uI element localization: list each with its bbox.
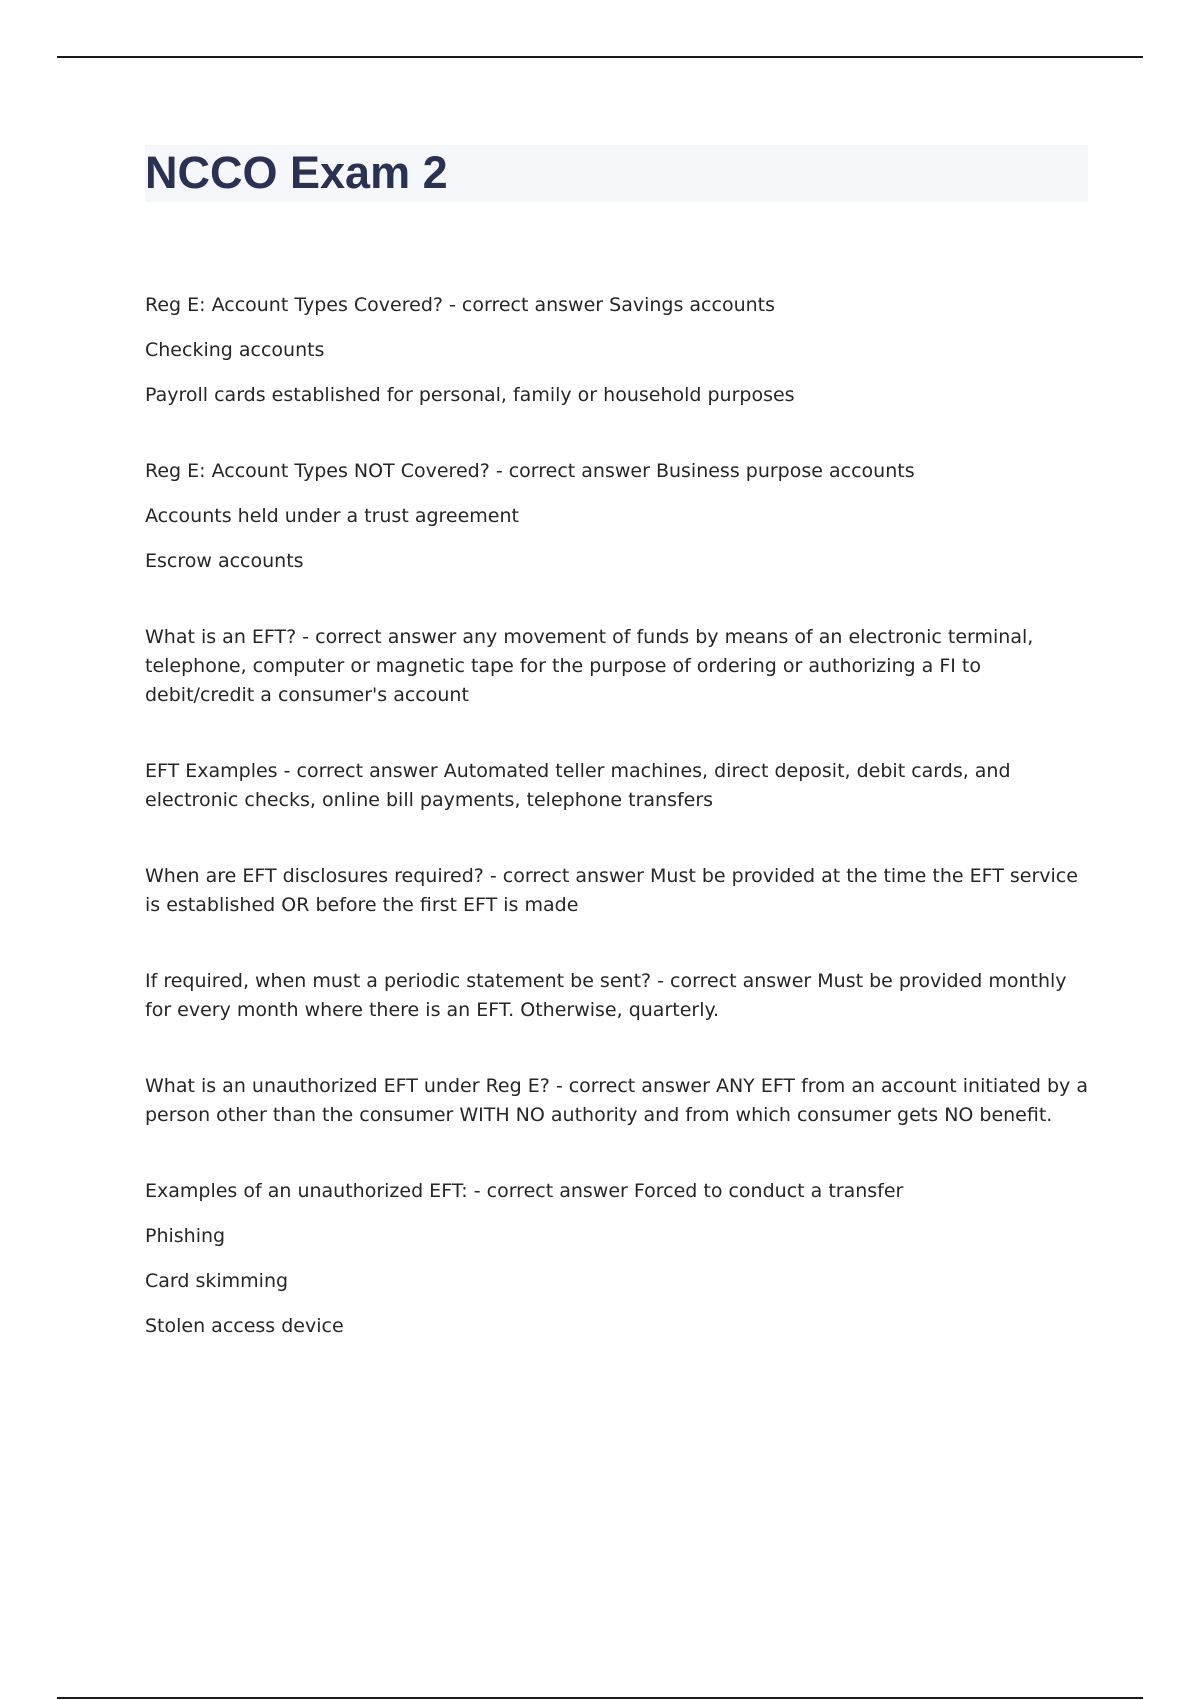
qa-entry-eft-examples: [145, 757, 1090, 815]
qa-line: Escrow accounts: [145, 550, 304, 572]
qa-entry-periodic-statement: [145, 967, 1090, 1025]
document-title: NCCO Exam 2: [145, 147, 448, 198]
qa-entry-account-types-not-covered: [145, 457, 1090, 576]
qa-line: What is an unauthorized EFT under Reg E? - correct answer ANY EFT from an account initiated by a person other than the consumer WITH NO authority and from which consumer gets NO benefit.: [145, 1075, 1088, 1126]
document-body: [145, 291, 1090, 1388]
qa-line: Card skimming: [145, 1270, 289, 1292]
qa-line: Reg E: Account Types NOT Covered? - correct answer Business purpose accounts: [145, 460, 915, 482]
qa-line: Checking accounts: [145, 339, 325, 361]
bottom-rule: [57, 1697, 1143, 1699]
qa-entry-what-is-eft: [145, 623, 1090, 710]
top-rule: [57, 56, 1143, 58]
qa-line: Phishing: [145, 1225, 226, 1247]
qa-line: If required, when must a periodic statement be sent? - correct answer Must be provided monthly for every month where there is an EFT. Otherwise, quarterly.: [145, 970, 1067, 1021]
qa-line: Examples of an unauthorized EFT: - correct answer Forced to conduct a transfer: [145, 1180, 904, 1202]
qa-entry-eft-disclosures: [145, 862, 1090, 920]
qa-line: What is an EFT? - correct answer any movement of funds by means of an electronic terminal, telephone, computer or magnetic tape for the purpose of ordering or authorizing a FI to debit/credit a consumer's account: [145, 626, 1034, 706]
qa-entry-unauthorized-eft: [145, 1072, 1090, 1130]
qa-line: EFT Examples - correct answer Automated teller machines, direct deposit, debit cards, and electronic checks, online bill payments, telephone transfers: [145, 760, 1011, 811]
qa-line: When are EFT disclosures required? - correct answer Must be provided at the time the EFT service is established OR before the first EFT is made: [145, 865, 1078, 916]
qa-line: Payroll cards established for personal, family or household purposes: [145, 384, 795, 406]
qa-line: Reg E: Account Types Covered? - correct answer Savings accounts: [145, 294, 775, 316]
qa-line: Accounts held under a trust agreement: [145, 505, 519, 527]
qa-line: Stolen access device: [145, 1315, 344, 1337]
qa-entry-unauthorized-eft-examples: [145, 1177, 1090, 1341]
qa-entry-account-types-covered: [145, 291, 1090, 410]
